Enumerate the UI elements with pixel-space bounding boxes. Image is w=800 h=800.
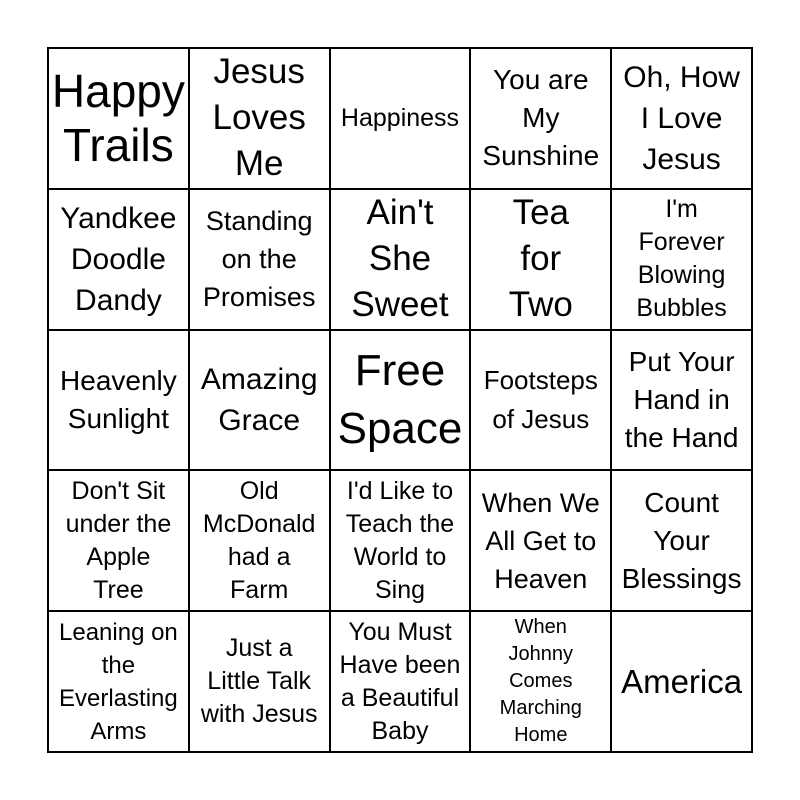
- bingo-cell-label: Standing on the Promises: [202, 206, 316, 313]
- bingo-cell-r4c4[interactable]: [471, 471, 612, 612]
- bingo-cell-r1c2[interactable]: [190, 49, 331, 190]
- bingo-cell-r2c1[interactable]: [49, 190, 190, 331]
- bingo-cell-label: Free Space: [337, 345, 463, 453]
- bingo-cell-label: Leaning on the Everlasting Arms: [59, 618, 178, 745]
- bingo-cell-label: Heavenly Sunlight: [60, 364, 177, 434]
- bingo-cell-r4c3[interactable]: [331, 471, 472, 612]
- bingo-cell-r4c5[interactable]: [612, 471, 753, 612]
- bingo-cell-label: Jesus Loves Me: [212, 52, 306, 184]
- bingo-cell-r4c2[interactable]: [190, 471, 331, 612]
- bingo-cell-r3c2[interactable]: [190, 331, 331, 472]
- bingo-cell-label: Tea for Two: [508, 193, 573, 325]
- bingo-cell-r5c3[interactable]: [331, 612, 472, 753]
- bingo-cell-r5c4[interactable]: [471, 612, 612, 753]
- bingo-cell-label: When We All Get to Heaven: [481, 487, 600, 594]
- bingo-cell-label: I'd Like to Teach the World to Sing: [345, 476, 455, 604]
- bingo-cell-r3c5[interactable]: [612, 331, 753, 472]
- bingo-cell-label: Yandkee Doodle Dandy: [60, 201, 177, 317]
- bingo-cell-r1c4[interactable]: [471, 49, 612, 190]
- bingo-cell-label: You are My Sunshine: [482, 64, 600, 172]
- bingo-cell-label: Oh, How I Love Jesus: [623, 60, 740, 176]
- bingo-cell-r1c3[interactable]: [331, 49, 472, 190]
- bingo-cell-free-space[interactable]: [331, 331, 472, 472]
- bingo-cell-label: Happy Trails: [51, 65, 185, 172]
- bingo-cell-label: Don't Sit under the Apple Tree: [65, 476, 172, 604]
- bingo-cell-label: You Must Have been a Beautiful Baby: [339, 617, 461, 745]
- bingo-cell-r3c4[interactable]: [471, 331, 612, 472]
- bingo-cell-label: Just a Little Talk with Jesus: [200, 634, 318, 729]
- bingo-cell-r1c1[interactable]: [49, 49, 190, 190]
- bingo-cell-r5c1[interactable]: [49, 612, 190, 753]
- bingo-cell-label: Put Your Hand in the Hand: [624, 345, 739, 453]
- bingo-cell-label: I'm Forever Blowing Bubbles: [636, 195, 727, 323]
- bingo-cell-r5c5[interactable]: [612, 612, 753, 753]
- bingo-cell-label: Happiness: [340, 103, 460, 132]
- bingo-cell-r4c1[interactable]: [49, 471, 190, 612]
- bingo-cell-r2c4[interactable]: [471, 190, 612, 331]
- bingo-cell-r3c1[interactable]: [49, 331, 190, 472]
- bingo-cell-label: America: [621, 662, 743, 700]
- bingo-cell-label: Ain't She Sweet: [351, 193, 449, 325]
- bingo-cell-r1c5[interactable]: [612, 49, 753, 190]
- bingo-cell-label: Count Your Blessings: [621, 486, 742, 594]
- bingo-cell-label: Footsteps of Jesus: [483, 364, 598, 434]
- bingo-cell-r2c2[interactable]: [190, 190, 331, 331]
- bingo-cell-r2c5[interactable]: [612, 190, 753, 331]
- bingo-cell-label: Old McDonald had a Farm: [202, 476, 316, 604]
- bingo-cell-r2c3[interactable]: [331, 190, 472, 331]
- bingo-cell-label: When Johnny Comes Marching Home: [499, 616, 582, 747]
- bingo-cell-r5c2[interactable]: [190, 612, 331, 753]
- bingo-cell-label: Amazing Grace: [200, 362, 318, 437]
- bingo-board: [47, 47, 753, 753]
